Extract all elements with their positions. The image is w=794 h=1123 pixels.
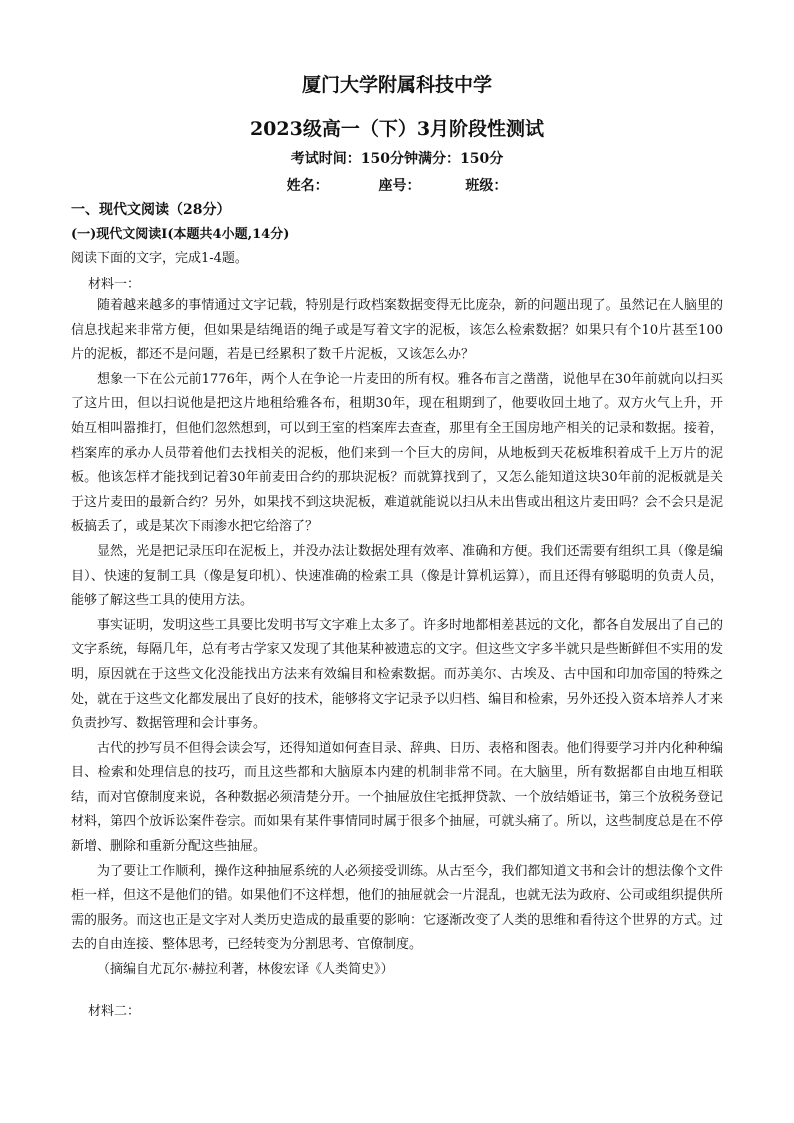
paragraph: 为了要让工作顺利，操作这种抽屉系统的人必须接受训练。从古至今，我们都知道文书和会计的想法像个文件柜一样，但这不是他们的错。如果他们不这样想，他们的抽屉就会一片混乱，也就无法为政府、公司或组织提供所需的服务。而这也正是文字对人类历史造成的最重要的影响：它逐渐改变了人类的思维和看待这个世界的方式。过去的自由连接、整体思考，已经转变为分割思考、官僚制度。 xyxy=(71,863,723,953)
paragraph: 想象一下在公元前1776年，两个人在争论一片麦田的所有权。雅各布言之凿凿，说他早在30年前就向以扫买了这片田，但以扫说他是把这片地租给雅各布，租期30年，现在租期到了，他要收回土地了。双方火气上升，开始互相叫嚣推打，但他们忽然想到，可以到王室的档案库去查查，那里有全王国房地产相关的记录和数据。接着，档案库的承办人员带着他们去找相关的泥板，他们来到一个巨大的房间，从地板到天花板堆积着成千上万片的泥板。他该怎样才能找到记着30年前麦田合约的那块泥板？而就算找到了，又怎么能知道这块30年前的泥板就是关于这片麦田的最新合约？另外，如果找不到这块泥板，难道就能说以扫从未出售或出租这片麦田吗？会不会只是泥板搞丢了，或是某次下雨渗水把它给溶了？ xyxy=(71,371,723,535)
name-label: 姓名： xyxy=(286,178,329,194)
source-citation: （摘编自尤瓦尔·赫拉利著，林俊宏译《人类简史》） xyxy=(97,962,394,978)
school-name: 厦门大学附属科技中学 xyxy=(301,74,492,96)
paragraph: 古代的抄写员不但得会读会写，还得知道如何查目录、辞典、日历、表格和图表。他们得要学习并内化种种编目、检索和处理信息的技巧，而且这些都和大脑原本内建的机制非常不同。在大脑里，所有数据都自由地互相联结，而对官僚制度来说，各种数据必须清楚分开。一个抽屉放住宅抵押贷款、一个放结婚证书，第三个放税务登记材料，第四个放诉讼案件卷宗。而如果有某件事情同时属于很多个抽屉，可就头痛了。所以，这些制度总是在不停新增、删除和重新分配这些抽屉。 xyxy=(71,740,723,855)
paragraph: 事实证明，发明这些工具要比发明书写文字难上太多了。许多时地都相差甚远的文化，都各自发展出了自己的文字系统，每隔几年，总有考古学家又发现了其他某种被遗忘的文字。但这些文字多半就只是些断鲜但不实用的发明，原因就在于这些文化没能找出方法来有效编目和检索数据。而苏美尔、古埃及、古中国和印加帝国的特殊之处，就在于这些文化都发展出了良好的技术，能够将文字记录予以归档、编目和检索，另外还投入资本培养人才来负责抄写、数据管理和会计事务。 xyxy=(71,617,723,732)
student-info-line xyxy=(0,175,794,195)
exam-info: 考试时间：150分钟满分：150分 xyxy=(290,151,504,167)
section-subtitle: (一)现代文阅读Ⅰ(本题共4小题,14分) xyxy=(71,227,290,242)
seat-label: 座号： xyxy=(378,178,421,194)
exam-title: 2023级高一（下）3月阶段性测试 xyxy=(249,118,545,140)
instruction: 阅读下面的文字，完成1-4题。 xyxy=(71,251,248,266)
paragraph: 随着越来越多的事情通过文字记载，特别是行政档案数据变得无比庞杂，新的问题出现了。虽然记在人脑里的信息找起来非常方便，但如果是结绳语的绳子或是写着文字的泥板，该怎么检索数据？如果只有个10片甚至100片的泥板，都还不是问题，若是已经累积了数千片泥板，又该怎么办？ xyxy=(71,298,723,363)
class-label: 班级： xyxy=(465,178,508,194)
material1-body xyxy=(71,294,723,983)
material2-label: 材料二： xyxy=(88,1004,141,1019)
section-title: 一、现代文阅读（28分） xyxy=(71,202,231,218)
paragraph: 显然，光是把记录压印在泥板上，并没办法让数据处理有效率、准确和方便。我们还需要有组织工具（像是编目）、快速的复制工具（像是复印机）、快速准确的检索工具（像是计算机运算），而且还得有够聪明的负责人员，能够了解这些工具的使用方法。 xyxy=(71,543,723,609)
material1-label: 材料一： xyxy=(88,277,141,292)
